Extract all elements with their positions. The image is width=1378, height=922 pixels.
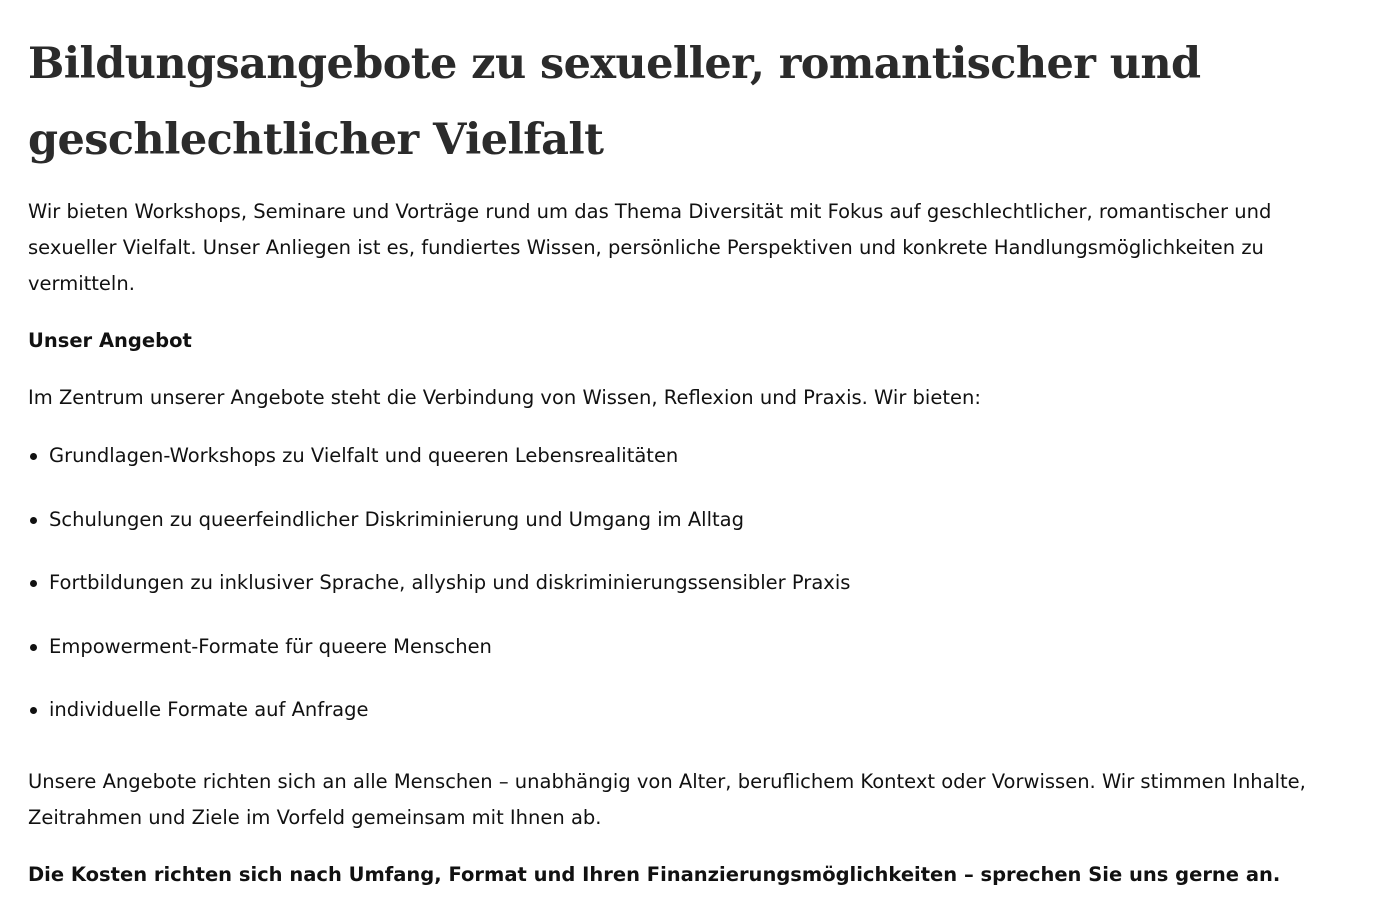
bullet-icon [30,453,37,460]
offer-list [28,438,1358,728]
page-title: Bildungsangebote zu sexueller, romantischer und geschlechtlicher Vielfalt [28,39,1201,165]
offer-lead-paragraph: Im Zentrum unserer Angebote steht die Verbindung von Wissen, Reflexion und Praxis. Wir bieten: [28,386,981,409]
bullet-icon [30,707,37,714]
bullet-icon [30,644,37,651]
list-item-text: Schulungen zu queerfeindlicher Diskriminierung und Umgang im Alltag [49,507,744,531]
audience-paragraph: Unsere Angebote richten sich an alle Menschen – unabhängig von Alter, beruflichem Kontext oder Vorwissen. Wir stimmen Inhalte, Zeitrahmen und Ziele im Vorfeld gemeinsam mit Ihnen ab. [28,770,1306,829]
bullet-icon [30,517,37,524]
list-item-text: Empowerment-Formate für queere Menschen [49,634,492,658]
intro-paragraph: Wir bieten Workshops, Seminare und Vorträge rund um das Thema Diversität mit Fokus auf geschlechtlicher, romantischer und sexueller Vielfalt. Unser Anliegen ist es, fundiertes Wissen, persönliche Perspektiven und konkrete Handlungsmöglichkeiten zu vermitteln. [28,200,1272,295]
list-item [28,565,1358,601]
list-item [28,502,1358,538]
page-content [28,26,1358,893]
bullet-icon [30,580,37,587]
list-item [28,438,1358,474]
offer-heading: Unser Angebot [28,329,192,352]
list-item [28,692,1358,728]
list-item-text: individuelle Formate auf Anfrage [49,698,369,721]
list-item [28,629,1358,665]
list-item-text: Grundlagen-Workshops zu Vielfalt und queeren Lebensrealitäten [49,444,679,467]
list-item-text: Fortbildungen zu inklusiver Sprache, allyship und diskriminierungssensibler Praxis [49,571,851,594]
costs-note: Die Kosten richten sich nach Umfang, Format und Ihren Finanzierungsmöglichkeiten – sprechen Sie uns gerne an. [28,863,1281,886]
